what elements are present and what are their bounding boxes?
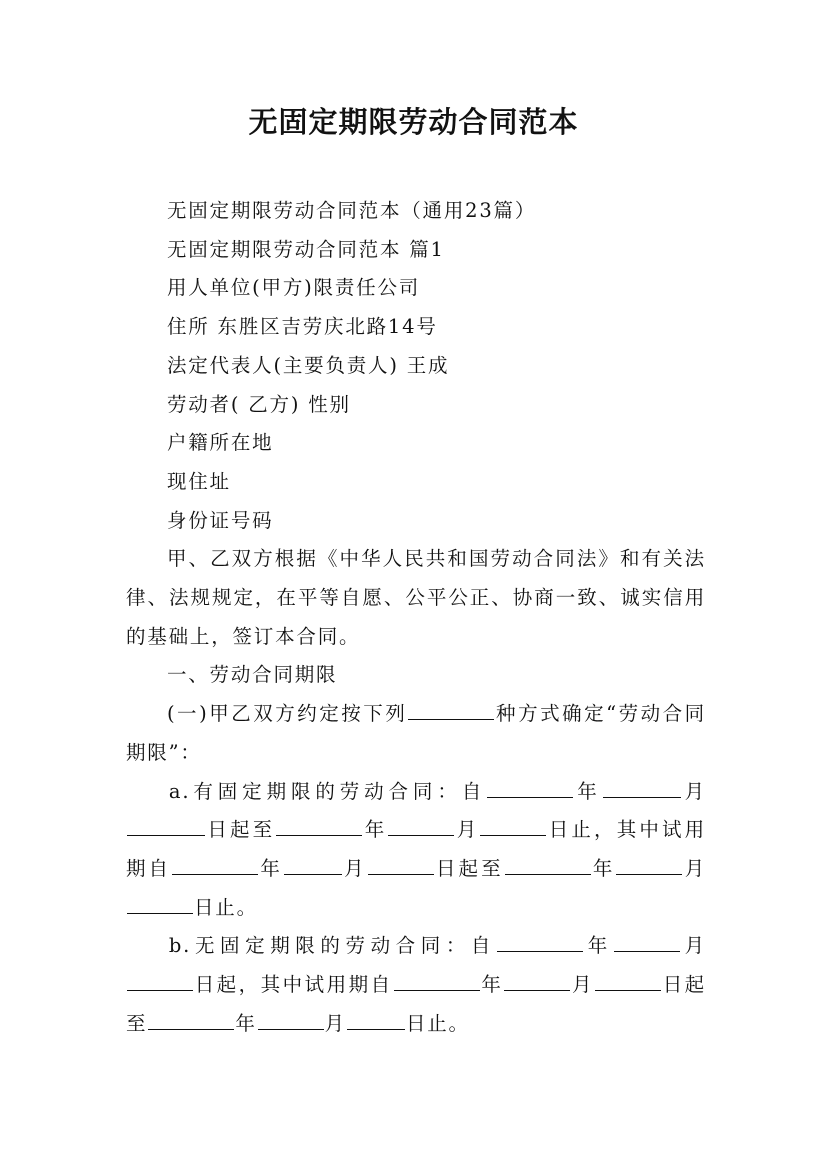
blank-field <box>480 815 546 836</box>
word-day-from-to: 日起至 <box>126 973 706 1035</box>
word-day-from-trial: 日起，其中试用期自 <box>194 973 393 997</box>
blank-field <box>408 699 494 720</box>
blank-field <box>127 970 193 991</box>
word-month: 月 <box>455 818 480 842</box>
blank-field <box>258 1008 324 1029</box>
word-day-end: 日止。 <box>194 895 258 919</box>
blank-field <box>504 970 570 991</box>
open-term-text: b.无固定期限的劳动合同：自 <box>168 934 497 958</box>
blank-field <box>127 892 193 913</box>
employer-line: 用人单位(甲方)限责任公司 <box>166 276 421 300</box>
word-month: 月 <box>683 856 707 880</box>
blank-field <box>368 853 434 874</box>
word-day-from-to: 日起至 <box>434 856 504 880</box>
blank-field <box>603 776 681 797</box>
worker-line: 劳动者( 乙方) 性别 <box>166 392 351 416</box>
clause-one-text-b: 种方式确定“劳动合同期限”： <box>126 702 706 764</box>
hukou-line: 户籍所在地 <box>166 431 274 455</box>
word-year: 年 <box>591 856 616 880</box>
word-day-from-to: 日起至 <box>206 818 276 842</box>
word-year: 年 <box>235 1011 257 1035</box>
section-heading: 一、劳动合同期限 <box>166 663 338 687</box>
document-title: 无固定期限劳动合同范本 <box>248 105 579 139</box>
blank-field <box>595 970 661 991</box>
id-number-line: 身份证号码 <box>166 508 274 532</box>
open-term-clause <box>126 927 706 1043</box>
current-address-line: 现住址 <box>166 469 231 493</box>
document-body <box>126 192 706 1043</box>
blank-field <box>394 970 480 991</box>
word-month: 月 <box>681 779 706 803</box>
blank-field <box>614 931 680 952</box>
word-year: 年 <box>363 818 388 842</box>
word-day-end: 日止。 <box>405 1011 470 1035</box>
blank-field <box>276 815 362 836</box>
clause-one <box>126 695 706 772</box>
word-year: 年 <box>480 973 504 997</box>
blank-field <box>487 776 573 797</box>
blank-field <box>148 1008 234 1029</box>
blank-field <box>497 931 583 952</box>
fixed-term-clause <box>126 773 706 928</box>
blank-field <box>347 1008 405 1029</box>
blank-field <box>172 853 258 874</box>
legal-representative-line: 法定代表人(主要负责人) 王成 <box>166 353 450 377</box>
word-year: 年 <box>259 856 283 880</box>
word-month: 月 <box>342 856 367 880</box>
word-month: 月 <box>324 1011 346 1035</box>
clause-one-text-a: (一)甲乙双方约定按下列 <box>166 702 408 726</box>
blank-field <box>616 853 682 874</box>
blank-field <box>284 853 342 874</box>
word-year: 年 <box>584 934 613 958</box>
word-year: 年 <box>574 779 602 803</box>
address-line: 住所 东胜区吉劳庆北路14号 <box>166 315 438 339</box>
fixed-term-text: a.有固定期限的劳动合同：自 <box>168 779 487 803</box>
heading-line: 无固定期限劳动合同范本（通用23篇） <box>166 199 537 222</box>
blank-field <box>388 815 454 836</box>
word-month: 月 <box>680 934 706 958</box>
preamble-paragraph: 甲、乙双方根据《中华人民共和国劳动合同法》和有关法律、法规规定，在平等自愿、公平公正、协商一致、诚实信用的基础上，签订本合同。 <box>126 547 706 648</box>
article-heading: 无固定期限劳动合同范本 篇1 <box>166 237 445 261</box>
word-day-end-trial: 日止，其中试用期自 <box>126 818 706 880</box>
blank-field <box>505 853 591 874</box>
blank-field <box>127 815 205 836</box>
word-month: 月 <box>571 973 594 997</box>
